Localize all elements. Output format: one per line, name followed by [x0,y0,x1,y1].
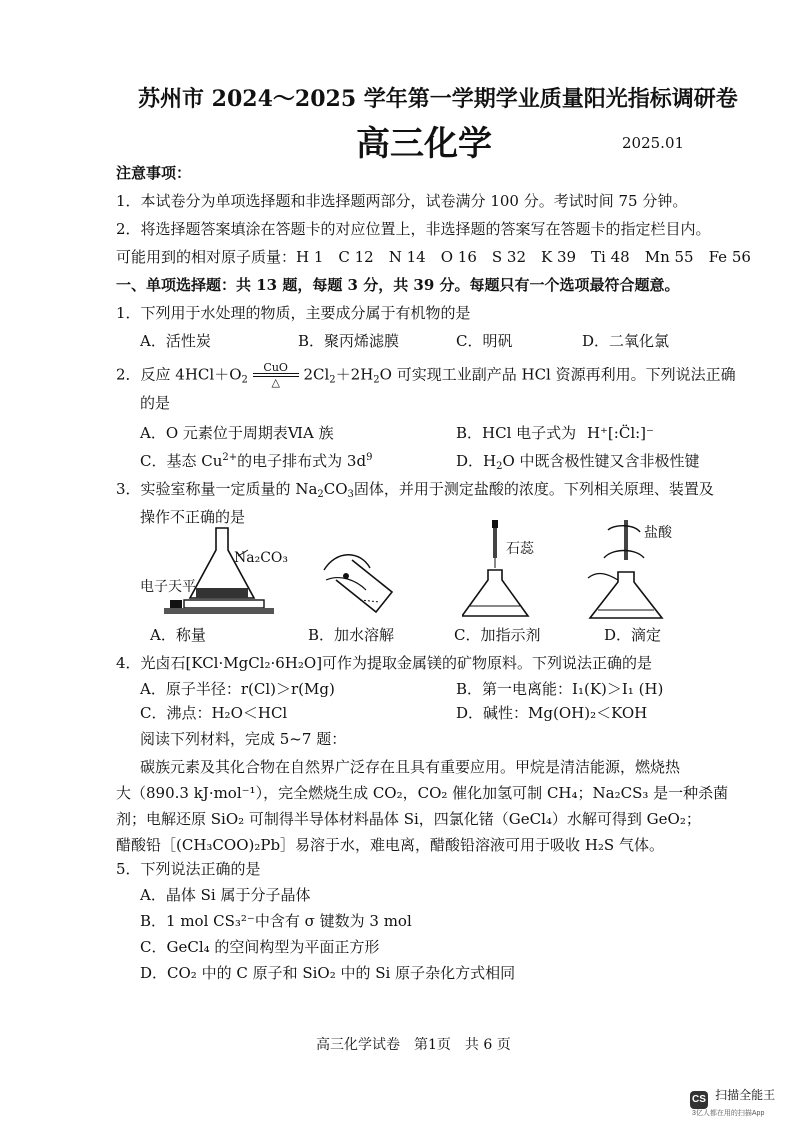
camscanner-logo: CS [690,1091,708,1109]
q3-stem-part3: 固体，并用于测定盐酸的浓度。下列相关原理、装置及 [353,480,714,498]
page-footer: 高三化学试卷 第1页 共 6 页 [316,1037,511,1053]
q3-stem-part1: 3．实验室称量一定质量的 Na [116,480,318,498]
q4-option-c: C．沸点：H₂O＜HCl [140,704,288,722]
scanner-watermark [690,1086,775,1109]
q2-stem-part3: ＋2H [335,365,374,384]
exam-title: 苏州市 2024～2025 学年第一学期学业质量阳光指标调研卷 [138,86,738,112]
q1-option-c: C．明矾 [456,332,513,350]
q2-catalyst: CuO [263,361,288,374]
label-hcl: 盐酸 [644,525,672,541]
q2-electron-formula: H⁺[:C̈l:]⁻ [586,424,654,442]
q4-option-b: B．第一电离能：I₁(K)＞I₁ (H) [456,680,664,698]
q5-option-b: B．1 mol CS₃²⁻中含有 σ 键数为 3 mol [140,912,412,930]
reading-intro: 阅读下列材料，完成 5~7 题： [140,730,347,748]
q5-stem: 5．下列说法正确的是 [116,860,261,878]
reading-line-2: 大（890.3 kJ·mol⁻¹），完全燃烧生成 CO₂，CO₂ 催化加氢可制 CH₄；Na₂CS₃ 是一种杀菌 [116,784,729,802]
q5-option-a: A．晶体 Si 属于分子晶体 [140,886,311,904]
q2-stem-line1: 2．反应 $4HCl+O_2$ CuO △ $2Cl_2+2H_2O$ 可实现工业副产品 HCl 资源再利用。下列说法正确 [116,361,736,389]
note-item-2: 2．将选择题答案填涂在答题卡的对应位置上，非选择题的答案写在答题卡的指定栏目内。 [116,220,711,238]
q3-option-c: C．加指示剂 [454,626,541,644]
q2-stem-part2: 2Cl [303,365,330,384]
reading-line-4: 醋酸铅［(CH₃COO)₂Pb］易溶于水，难电离，醋酸铅溶液可用于吸收 H₂S 气体。 [116,836,664,854]
q1-option-d: D．二氧化氯 [582,332,670,350]
atomic-masses: 可能用到的相对原子质量：H 1 C 12 N 14 O 16 S 32 K 39 Ti 48 Mn 55 Fe 56 [116,248,751,266]
q2-option-d-part2: O 中既含极性键又含非极性键 [502,452,700,470]
q2-option-c-part1: C．基态 Cu [140,452,223,470]
q2-reaction-arrow [253,362,299,389]
exam-date: 2025.01 [622,134,685,152]
reading-line-3: 剂；电解还原 SiO₂ 可制得半导体材料晶体 Si，四氯化锗（GeCl₄）水解可得到 GeO₂； [116,810,701,828]
q2-stem-line2: 的是 [140,394,171,412]
notes-heading: 注意事项： [116,164,192,182]
q2-option-c-part2: 的电子排布式为 3d [237,452,367,470]
q5-option-c: C．GeCl₄ 的空间构型为平面正方形 [140,938,380,956]
note-item-1: 1．本试卷分为单项选择题和非选择题两部分，试卷满分 100 分。考试时间 75 分钟。 [116,192,688,210]
q2-option-d: D．$H_2O$ 中既含极性键又含非极性键 [456,452,700,472]
q2-option-c: C．基态 $Cu^{2+}$的电子排布式为 $3d^9$ [140,452,373,470]
balance-illustration [136,520,306,620]
q4-option-a: A．原子半径：r(Cl)＞r(Mg) [140,680,335,698]
q2-option-a: A．O 元素位于周期表ⅥA 族 [140,424,334,442]
scanner-name: 扫描全能王 [715,1088,776,1102]
indicator-illustration [462,518,542,622]
q3-option-d: D．滴定 [604,626,662,644]
q3-stem-line2: 操作不正确的是 [140,508,246,526]
q3-option-a: A．称量 [150,626,206,644]
q4-stem: 4．光卤石[KCl·MgCl₂·6H₂O]可作为提取金属镁的矿物原料。下列说法正确的是 [116,654,653,672]
q2-stem-part4: O 可实现工业副产品 HCl 资源再利用。下列说法正确 [379,365,736,384]
section-heading: 一、单项选择题：共 13 题，每题 3 分，共 39 分。每题只有一个选项最符合题意。 [116,276,680,294]
reading-line-1: 碳族元素及其化合物在自然界广泛存在且具有重要应用。甲烷是清洁能源，燃烧热 [140,758,681,776]
q4-option-d: D．碱性：Mg(OH)₂＜KOH [456,704,648,722]
label-litmus: 石蕊 [506,541,534,557]
label-na2co3: Na₂CO₃ [234,550,289,566]
q3-option-b: B．加水溶解 [308,626,395,644]
q2-option-b [456,422,654,443]
dissolving-illustration [316,540,406,620]
q2-option-b-text: B．HCl 电子式为 [456,424,577,442]
q2-stem-part1: 2．反应 4HCl＋O [116,365,242,384]
q1-option-b: B．聚丙烯滤膜 [298,332,400,350]
label-balance: 电子天平 [140,579,196,595]
scanner-tagline: 3亿人都在用的扫描App [692,1110,765,1117]
q2-heat: △ [271,376,280,389]
q2-option-d-part1: D．H [456,452,497,470]
subject-title: 高三化学 [356,124,492,164]
q5-option-d: D．CO₂ 中的 C 原子和 SiO₂ 中的 Si 原子杂化方式相同 [140,964,516,982]
q1-option-a: A．活性炭 [140,332,211,350]
q3-stem-line1: 3．实验室称量一定质量的 $Na_2CO_3$固体，并用于测定盐酸的浓度。下列相关原理、装置及 [116,480,714,500]
q3-stem-part2: CO [323,480,348,498]
q1-stem: 1．下列用于水处理的物质，主要成分属于有机物的是 [116,304,471,322]
